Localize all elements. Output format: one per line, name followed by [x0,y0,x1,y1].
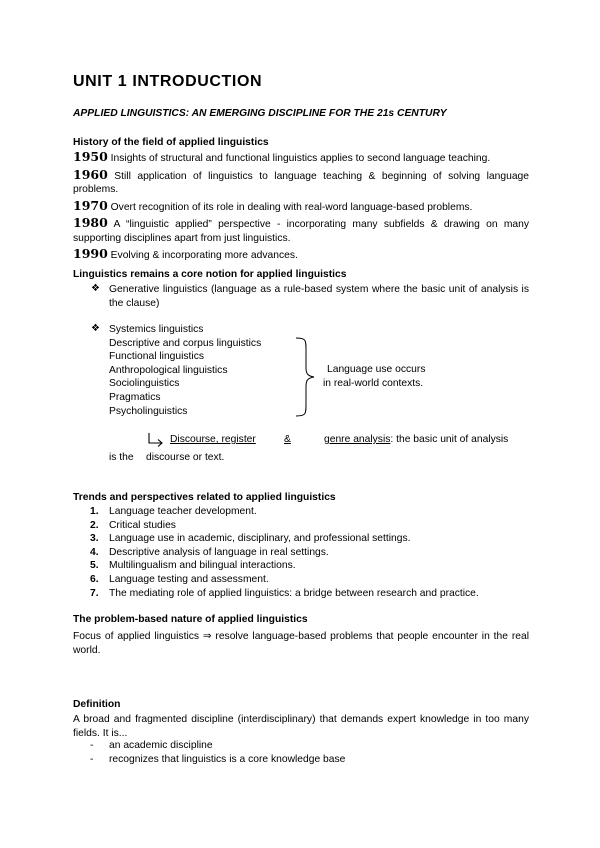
problem-text-b: resolve language-based problems that people encounter in the real world. [73,631,529,656]
list-item: Anthropological linguistics [109,364,228,376]
list-number: 6. [90,573,99,585]
timeline-year: 1990 [73,246,108,261]
list-item [90,587,479,601]
list-text: Descriptive analysis of language in real settings. [109,546,329,558]
list-text: Language use in academic, disciplinary, and professional settings. [109,533,411,545]
problem-heading: The problem-based nature of applied linguistics [73,614,308,625]
discourse-or-text: discourse or text. [146,452,225,463]
list-text: Language testing and assessment. [109,573,269,585]
list-number: 1. [90,506,99,517]
timeline-entry [73,247,529,263]
list-item: Systemics linguistics [109,324,204,335]
definition-item [90,740,213,751]
timeline-year: 1980 [73,215,108,230]
list-number: 5. [90,560,99,572]
core-heading: Linguistics remains a core notion for applied linguistics [73,269,347,280]
genre-analysis-text: genre analysis [324,434,391,445]
list-text: The mediating role of applied linguistics: a bridge between research and practice. [109,587,479,599]
brace-note-line1: Language use occurs [327,364,426,375]
timeline-entry [73,168,529,197]
list-number: 2. [90,519,99,531]
timeline-text: Still application of linguistics to language teaching & beginning of solving language problems. [73,170,529,195]
list-item: Psycholinguistics [109,405,188,417]
list-number: 3. [90,533,99,545]
list-item: Descriptive and corpus linguistics [109,337,262,349]
list-item [90,532,479,546]
definition-heading: Definition [73,699,121,710]
trends-heading: Trends and perspectives related to applied linguistics [73,492,336,503]
curly-brace-icon [294,336,320,418]
history-timeline [73,150,529,263]
timeline-year: 1960 [73,166,108,182]
ampersand-text: & [284,434,291,445]
timeline-year: 1970 [73,197,108,213]
page-title: UNIT 1 INTRODUCTION [73,73,263,90]
definition-item-text: an academic discipline [109,740,213,751]
timeline-entry [73,150,529,166]
list-number: 4. [90,546,99,558]
dash-bullet: - [90,754,94,765]
list-text: Multilingualism and bilingual interactions. [109,560,296,572]
list-text: Language teacher development. [109,506,257,517]
list-item [90,505,479,519]
definition-item-text: recognizes that linguistics is a core knowledge base [109,754,346,765]
diamond-bullet-icon: ❖ [91,283,100,294]
history-heading: History of the field of applied linguistics [73,137,269,148]
definition-paragraph: A broad and fragmented discipline (interdisciplinary) that demands expert knowledge in too many fields. It is... [73,714,529,739]
list-item: Pragmatics [109,391,161,403]
list-number: 7. [90,587,99,599]
generative-bullet: Generative linguistics (language as a rule-based system where the basic unit of analysis is the clause) [109,284,529,309]
timeline-entry [73,216,529,245]
list-text: Critical studies [109,519,176,531]
discourse-register-text: Discourse, register [170,434,256,445]
list-item [90,559,479,573]
timeline-text: A “linguistic applied” perspective - incorporating many subfields & drawing on many supporting disciplines apart from just linguistics. [73,219,529,244]
timeline-entry [73,199,529,215]
timeline-year: 1950 [73,149,108,164]
trends-list [90,505,479,600]
page-subtitle: APPLIED LINGUISTICS: AN EMERGING DISCIPLINE FOR THE 21s CENTURY [73,108,447,119]
list-item [90,546,479,560]
timeline-text: Insights of structural and functional linguistics applies to second language teaching. [110,153,491,164]
is-the-text: is the [109,452,134,463]
problem-text-a: Focus of applied linguistics [73,631,200,642]
list-item: Sociolinguistics [109,378,180,390]
linguistics-subfields-list [109,323,261,418]
unit-of-analysis-text: : the basic unit of analysis [390,434,509,445]
list-item [90,573,479,587]
list-item: Functional linguistics [109,351,205,363]
double-arrow-icon: ⇒ [202,630,212,642]
genre-analysis-line [324,434,508,445]
return-arrow-icon [147,432,165,448]
list-item [90,519,479,533]
definition-item [90,754,345,765]
brace-note-line2: in real-world contexts. [323,378,424,389]
problem-paragraph [73,630,529,657]
timeline-text: Overt recognition of its role in dealing with real-word language-based problems. [110,201,473,213]
diamond-bullet-icon: ❖ [91,323,100,334]
dash-bullet: - [90,740,94,751]
timeline-text: Evolving & incorporating more advances. [110,250,298,261]
